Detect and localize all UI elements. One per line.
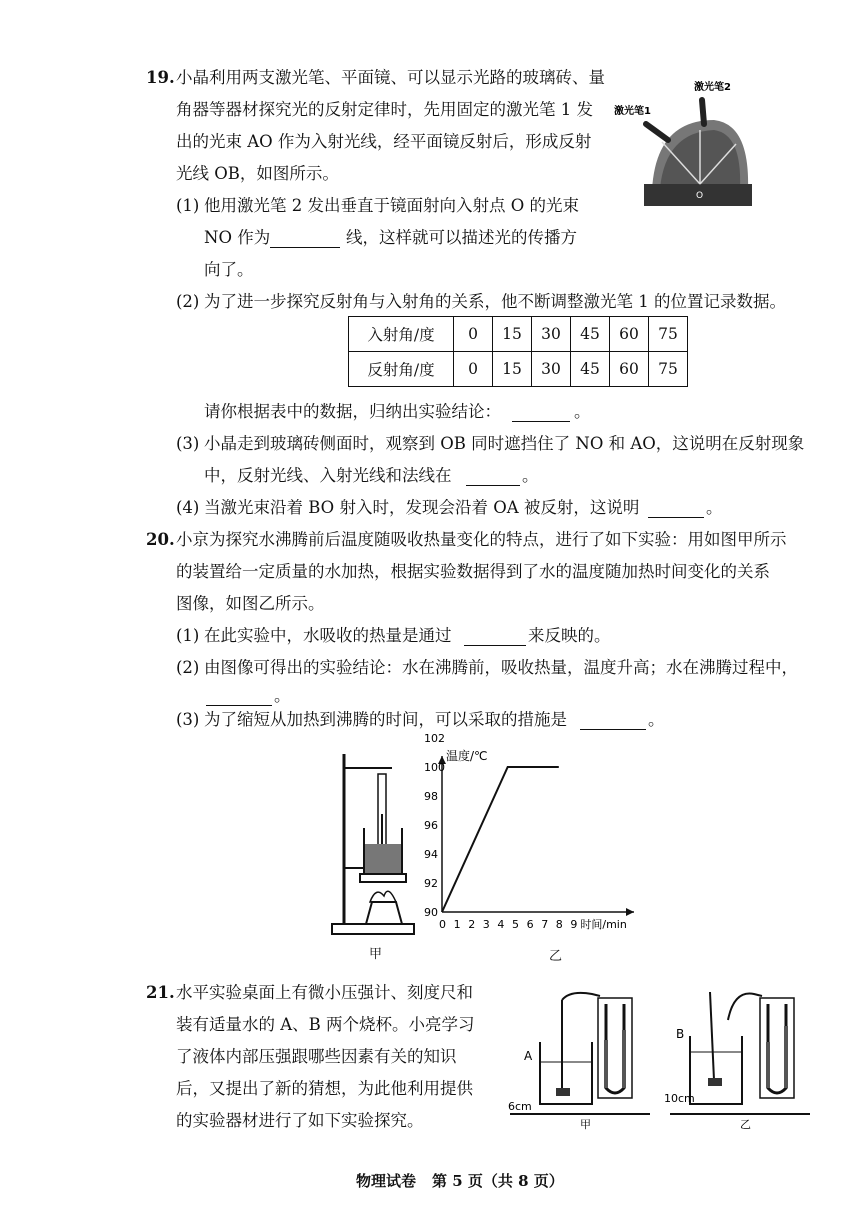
heating-apparatus: [326, 744, 422, 944]
q20-p1-text-b: 来反映的。: [528, 626, 611, 645]
table-row: [349, 317, 688, 352]
x-tick-label: 2: [468, 918, 476, 931]
angle-table: [348, 316, 688, 387]
q20-p3-end: 。: [648, 710, 665, 729]
table-cell: 0: [454, 317, 493, 352]
manometer-board-a: [598, 998, 632, 1098]
y-axis-label: 温度/℃: [446, 749, 488, 763]
q20-p2-end: 。: [274, 686, 291, 705]
q19-p3-blank[interactable]: [466, 484, 520, 486]
table-cell: 0: [454, 352, 493, 387]
q19-conclusion-text: 请你根据表中的数据，归纳出实验结论：: [204, 402, 501, 421]
label-laser-pen-1: 激光笔1: [614, 106, 651, 117]
q19-line-2: 角器等器材探究光的反射定律时，先用固定的激光笔 1 发: [176, 100, 593, 119]
u-tube-b: [768, 1004, 786, 1093]
q20-p3-blank[interactable]: [580, 728, 646, 730]
q19-p1-num: (1): [176, 196, 200, 215]
x-tick-label: 5: [512, 918, 519, 931]
y-tick-label: 102: [424, 732, 445, 745]
pressure-setup-a: [510, 980, 660, 1130]
q20-p3-text: 为了缩短从加热到沸腾的时间，可以采取的措施是: [204, 710, 567, 729]
laser-pen-1: [646, 124, 668, 140]
flame-icon: [370, 891, 396, 902]
label-point-o: O: [696, 191, 704, 201]
rubber-hose-a: [562, 993, 600, 1000]
q19-figure: [612, 72, 752, 232]
beaker-b: [690, 1036, 742, 1104]
q20-line-1: 小京为探究水沸腾前后温度随吸收热量变化的特点，进行了如下实验：用如图甲所示: [176, 530, 787, 549]
table-cell: 30: [532, 352, 571, 387]
q19-p1-text-b1: NO 作为: [204, 228, 271, 247]
q19-line-4: 光线 OB，如图所示。: [176, 164, 339, 183]
q21-line-3: 了液体内部压强跟哪些因素有关的知识: [176, 1047, 457, 1066]
table-cell: 15: [493, 317, 532, 352]
footer-subject: 物理试卷: [356, 1172, 417, 1190]
y-tick-label: 100: [424, 761, 445, 774]
x-axis-arrow: [626, 908, 634, 916]
temperature-series-line: [442, 767, 559, 912]
x-tick-label: 0: [439, 918, 446, 931]
temperature-chart: [420, 732, 670, 940]
footer-page: 第 5 页（共 8 页）: [432, 1172, 564, 1190]
u-tube-a: [606, 1004, 624, 1093]
table-cell: 15: [493, 352, 532, 387]
x-tick-label: 3: [482, 918, 490, 931]
table-cell: 反射角/度: [349, 352, 454, 387]
q20-p1-num: (1): [176, 626, 200, 645]
q20-number: 20.: [146, 530, 175, 549]
x-tick-label: 9: [570, 918, 578, 931]
q19-p4-text: 当激光束沿着 BO 射入时，发现会沿着 OA 被反射，这说明: [204, 498, 640, 517]
q19-line-3: 出的光束 AO 作为入射光线，经平面镜反射后，形成反射: [176, 132, 592, 151]
caption-jia: 甲: [369, 947, 383, 962]
q19-p3-text-a: 小晶走到玻璃砖侧面时，观察到 OB 同时遮挡住了 NO 和 AO，这说明在反射现象: [204, 434, 805, 453]
table-cell: 45: [571, 317, 610, 352]
q20-p3-num: (3): [176, 710, 200, 729]
q19-conclusion-end: 。: [574, 402, 591, 421]
table-cell: 60: [610, 317, 649, 352]
pressure-setup-b: [664, 980, 820, 1131]
q20-p1-text-a: 在此实验中，水吸收的热量是通过: [204, 626, 452, 645]
table-cell: 75: [649, 352, 688, 387]
table-cell: 入射角/度: [349, 317, 454, 352]
table-cell: 45: [571, 352, 610, 387]
y-tick-label: 96: [424, 819, 438, 832]
q19-p4-blank[interactable]: [648, 516, 704, 518]
q19-p1-blank[interactable]: [270, 246, 340, 248]
q21-number: 21.: [146, 983, 175, 1002]
y-tick-label: 98: [424, 790, 438, 803]
asbestos-net: [360, 874, 406, 882]
q20-line-3: 图像，如图乙所示。: [176, 594, 325, 613]
q19-p1-text-b2: 线，这样就可以描述光的传播方: [346, 228, 577, 247]
label-laser-pen-2: 激光笔2: [694, 82, 731, 93]
q21-line-4: 后，又提出了新的猜想，为此他利用提供: [176, 1079, 473, 1098]
beaker-b-label: B: [676, 1027, 685, 1041]
q19-p2-text: 为了进一步探究反射角与入射角的关系，他不断调整激光笔 1 的位置记录数据。: [204, 292, 786, 311]
x-tick-label: 1: [453, 918, 461, 931]
q20-p2-text: 由图像可得出的实验结论：水在沸腾前，吸收热量，温度升高；水在沸腾过程中，: [204, 658, 798, 677]
probe-head-a: [556, 1088, 570, 1096]
q20-p1-blank[interactable]: [464, 644, 526, 646]
caption-a: 甲: [580, 1118, 591, 1131]
q20-p2-blank[interactable]: [206, 704, 272, 706]
probe-head-b: [708, 1078, 722, 1086]
q19-p3-text-b1: 中，反射光线、入射光线和法线在: [204, 466, 452, 485]
q20-p2-num: (2): [176, 658, 200, 677]
y-tick-label: 90: [424, 906, 438, 919]
x-axis-label: 时间/min: [580, 918, 627, 931]
caption-b: 乙: [740, 1118, 751, 1131]
alcohol-lamp: [366, 902, 402, 924]
q19-p3-text-b2: 。: [522, 466, 539, 485]
x-tick-label: 8: [555, 918, 563, 931]
table-row: [349, 352, 688, 387]
manometer-board-b: [760, 998, 794, 1098]
x-tick-label: 7: [541, 918, 549, 931]
q19-p2-num: (2): [176, 292, 200, 311]
q19-p4-num: (4): [176, 498, 200, 517]
depth-label-b: 10cm: [664, 1092, 695, 1105]
q19-p1-text-c: 向了。: [204, 260, 254, 279]
laser-pen-2: [702, 100, 704, 124]
q19-p3-num: (3): [176, 434, 200, 453]
y-tick-label: 92: [424, 877, 438, 890]
stand-base: [332, 924, 414, 934]
q19-p1-text-a: 他用激光笔 2 发出垂直于镜面射向入射点 O 的光束: [204, 196, 580, 215]
x-tick-label: 4: [497, 918, 505, 931]
probe-tube-b: [710, 992, 714, 1080]
q19-number: 19.: [146, 68, 175, 87]
depth-label-a: 6cm: [508, 1100, 532, 1113]
y-tick-label: 94: [424, 848, 438, 861]
q19-line-1: 小晶利用两支激光笔、平面镜、可以显示光路的玻璃砖、量: [176, 68, 605, 87]
caption-yi: 乙: [549, 949, 563, 964]
q20-line-2: 的装置给一定质量的水加热，根据实验数据得到了水的温度随加热时间变化的关系: [176, 562, 770, 581]
q21-line-1: 水平实验桌面上有微小压强计、刻度尺和: [176, 983, 473, 1002]
table-cell: 75: [649, 317, 688, 352]
q21-line-5: 的实验器材进行了如下实验探究。: [176, 1111, 424, 1130]
table-cell: 30: [532, 317, 571, 352]
q21-line-2: 装有适量水的 A、B 两个烧杯。小亮学习: [176, 1015, 475, 1034]
rubber-hose-b: [728, 994, 762, 1020]
q19-p4-end: 。: [706, 498, 723, 517]
water: [365, 844, 401, 873]
q19-conclusion-blank[interactable]: [512, 420, 570, 422]
beaker-a-label: A: [524, 1049, 533, 1063]
table-cell: 60: [610, 352, 649, 387]
x-tick-label: 6: [526, 918, 534, 931]
